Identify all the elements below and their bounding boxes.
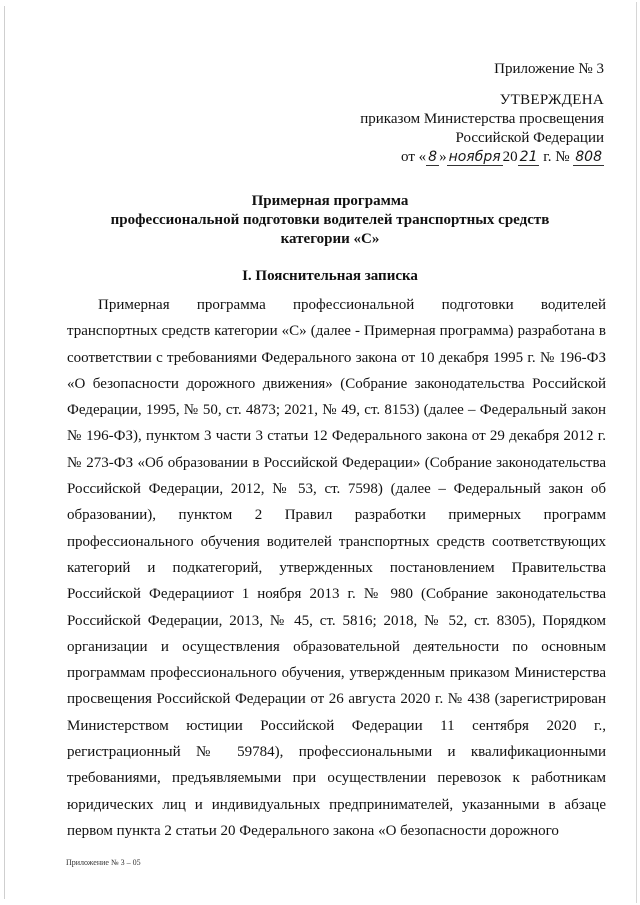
title-line-3: категории «С» <box>280 231 380 247</box>
handwritten-year: 21 <box>519 149 538 165</box>
date-prefix: от « <box>401 149 427 165</box>
title-line-1: Примерная программа <box>251 193 409 209</box>
date-year-tail: г. № <box>539 149 574 165</box>
body-paragraph: Примерная программа профессиональной подготовки водителей транспортных средств категории «С» (далее - Примерная программа) разработана в соответствии с требованиями Федерального закона от 10 декабря 1995 г. № 196-ФЗ «О безопасности дорожного движения» (Собрание законодательства Российской Федерации, 1995, № 50, ст. 4873; 2021, № 49, ст. 8153) (далее – Федеральный закон № 196-ФЗ), пунктом 3 части 3 статьи 12 Федерального закона от 29 декабря 2012 г. № 273-ФЗ «Об образовании в Российской Федерации» (Собрание законодательства Российской Федерации, 2012, № 53, ст. 7598) (далее – Федеральный закон об образовании), пунктом 2 Правил разработки примерных программ профессионального обучения водителей транспортных средств соответствующих категорий и подкатегорий, утвержденных постановлением Правительства Российской Федерацииот 1 ноября 2013 г. № 980 (Собрание законодательства Российской Федерации, 2013, № 45, ст. 5816; 2018, № 52, ст. 8305), Порядком организации и осуществления образовательной деятельности по основным программам профессионального обучения, утвержденным приказом Министерства просвещения Российской Федерации от 26 августа 2020 г. № 438 (зарегистрирован Министерством юстиции Российской Федерации 11 сентября 2020 г., регистрационный № 59784), профессиональными и квалификационными требованиями, предъявляемыми при осуществлении перевозок к работникам юридических лиц и индивидуальных предпринимателей, указанными в абзаце первом пункта 2 статьи 20 Федерального закона «О безопасности дорожного <box>67 297 606 839</box>
order-line: приказом Министерства просвещения <box>360 111 604 127</box>
document-title <box>60 192 600 249</box>
date-mid: » <box>439 149 447 165</box>
annex-label: Приложение № 3 <box>494 61 604 77</box>
handwritten-month: ноября <box>448 149 501 165</box>
handwritten-day: 8 <box>428 149 438 165</box>
order-date-line <box>360 148 604 167</box>
section-heading: I. Пояснительная записка <box>242 268 418 284</box>
approved-label: УТВЕРЖДЕНА <box>499 92 604 108</box>
title-line-2: профессиональной подготовки водителей транспортных средств <box>110 212 550 228</box>
handwritten-order-number: 808 <box>575 149 602 165</box>
approval-header <box>360 60 604 167</box>
date-year-prefix: 20 <box>502 149 518 165</box>
page-footer: Приложение № 3 – 05 <box>66 858 141 867</box>
ministry-line: Российской Федерации <box>455 130 604 146</box>
